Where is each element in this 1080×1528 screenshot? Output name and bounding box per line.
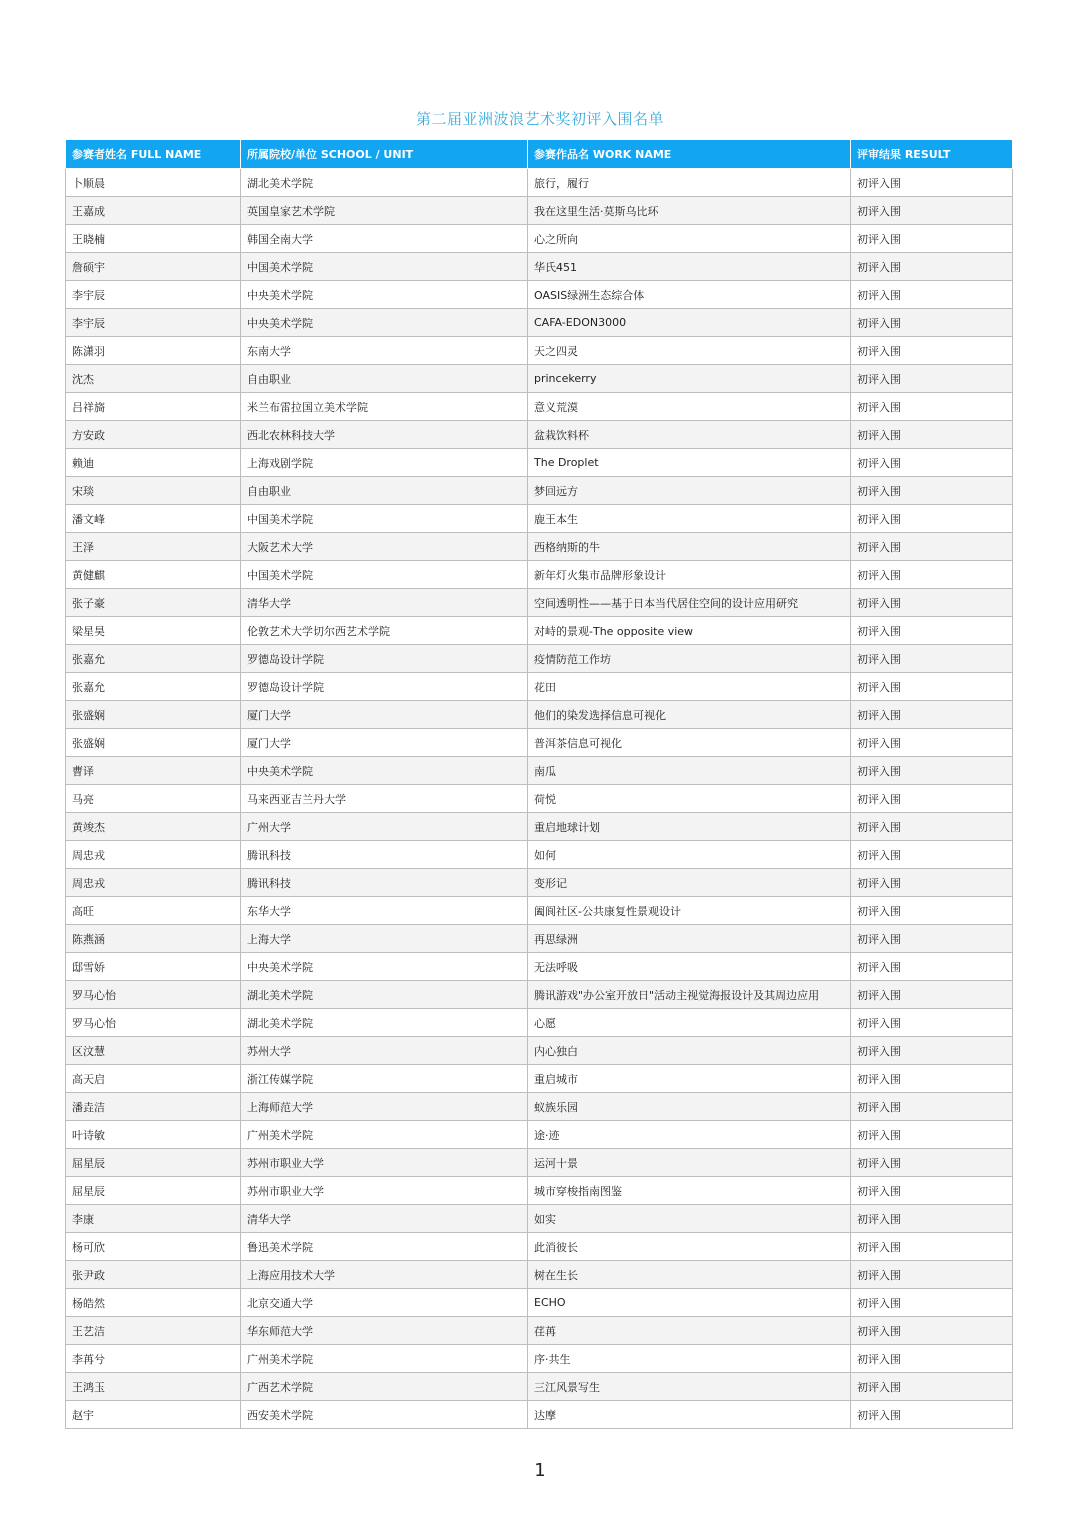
- table-row: [66, 953, 1013, 981]
- cell-full-name: 高天启: [66, 1065, 241, 1093]
- cell-result: 初评入围: [851, 309, 1013, 337]
- cell-result: 初评入围: [851, 729, 1013, 757]
- cell-full-name: 李苒兮: [66, 1345, 241, 1373]
- table-row: [66, 1261, 1013, 1289]
- table-row: [66, 813, 1013, 841]
- results-table-container: [65, 139, 1012, 1429]
- cell-full-name: 黄竣杰: [66, 813, 241, 841]
- table-row: [66, 1289, 1013, 1317]
- table-row: [66, 673, 1013, 701]
- column-header-full-name: 参赛者姓名 FULL NAME: [66, 140, 241, 169]
- cell-result: 初评入围: [851, 701, 1013, 729]
- cell-work-name: 旅行，履行: [528, 169, 851, 197]
- cell-school-unit: 湖北美术学院: [241, 1009, 528, 1037]
- table-row: [66, 421, 1013, 449]
- cell-school-unit: 厦门大学: [241, 729, 528, 757]
- cell-result: 初评入围: [851, 953, 1013, 981]
- cell-full-name: 罗马心怡: [66, 1009, 241, 1037]
- cell-result: 初评入围: [851, 253, 1013, 281]
- cell-result: 初评入围: [851, 1401, 1013, 1429]
- cell-work-name: 南瓜: [528, 757, 851, 785]
- cell-result: 初评入围: [851, 897, 1013, 925]
- cell-work-name: 内心独白: [528, 1037, 851, 1065]
- cell-work-name: 重启地球计划: [528, 813, 851, 841]
- cell-school-unit: 东华大学: [241, 897, 528, 925]
- cell-full-name: 邸雪娇: [66, 953, 241, 981]
- cell-result: 初评入围: [851, 589, 1013, 617]
- cell-work-name: 变形记: [528, 869, 851, 897]
- cell-result: 初评入围: [851, 1261, 1013, 1289]
- cell-full-name: 宋琰: [66, 477, 241, 505]
- cell-work-name: 心之所向: [528, 225, 851, 253]
- cell-result: 初评入围: [851, 533, 1013, 561]
- table-row: [66, 925, 1013, 953]
- page-number: 1: [534, 1460, 546, 1481]
- cell-full-name: 李宇辰: [66, 309, 241, 337]
- cell-school-unit: 马来西亚吉兰丹大学: [241, 785, 528, 813]
- table-row: [66, 841, 1013, 869]
- cell-work-name: 对峙的景观-The opposite view: [528, 617, 851, 645]
- cell-full-name: 黄健麒: [66, 561, 241, 589]
- column-header-school-unit: 所属院校/单位 SCHOOL / UNIT: [241, 140, 528, 169]
- cell-result: 初评入围: [851, 645, 1013, 673]
- cell-school-unit: 华东师范大学: [241, 1317, 528, 1345]
- cell-school-unit: 腾讯科技: [241, 841, 528, 869]
- cell-school-unit: 广州美术学院: [241, 1345, 528, 1373]
- table-row: [66, 505, 1013, 533]
- cell-result: 初评入围: [851, 1177, 1013, 1205]
- cell-result: 初评入围: [851, 281, 1013, 309]
- table-row: [66, 1009, 1013, 1037]
- cell-work-name: 此消彼长: [528, 1233, 851, 1261]
- cell-full-name: 李宇辰: [66, 281, 241, 309]
- cell-work-name: 城市穿梭指南图鉴: [528, 1177, 851, 1205]
- cell-work-name: 树在生长: [528, 1261, 851, 1289]
- cell-work-name: 序·共生: [528, 1345, 851, 1373]
- cell-full-name: 区汶慧: [66, 1037, 241, 1065]
- cell-result: 初评入围: [851, 617, 1013, 645]
- cell-work-name: 荷悦: [528, 785, 851, 813]
- cell-result: 初评入围: [851, 1093, 1013, 1121]
- cell-school-unit: 鲁迅美术学院: [241, 1233, 528, 1261]
- table-row: [66, 1121, 1013, 1149]
- cell-full-name: 张子豪: [66, 589, 241, 617]
- cell-result: 初评入围: [851, 337, 1013, 365]
- table-row: [66, 1345, 1013, 1373]
- cell-result: 初评入围: [851, 1065, 1013, 1093]
- cell-work-name: 再思绿洲: [528, 925, 851, 953]
- cell-school-unit: 罗德岛设计学院: [241, 645, 528, 673]
- cell-school-unit: 上海大学: [241, 925, 528, 953]
- table-row: [66, 449, 1013, 477]
- table-row: [66, 785, 1013, 813]
- cell-school-unit: 西北农林科技大学: [241, 421, 528, 449]
- cell-full-name: 周忠戎: [66, 869, 241, 897]
- cell-full-name: 张盛娴: [66, 729, 241, 757]
- cell-full-name: 李康: [66, 1205, 241, 1233]
- cell-school-unit: 中央美术学院: [241, 757, 528, 785]
- table-row: [66, 169, 1013, 197]
- cell-work-name: 无法呼吸: [528, 953, 851, 981]
- cell-school-unit: 中央美术学院: [241, 309, 528, 337]
- cell-work-name: 新年灯火集市品牌形象设计: [528, 561, 851, 589]
- cell-school-unit: 上海师范大学: [241, 1093, 528, 1121]
- cell-result: 初评入围: [851, 1149, 1013, 1177]
- cell-school-unit: 清华大学: [241, 589, 528, 617]
- cell-work-name: 如何: [528, 841, 851, 869]
- cell-full-name: 王嘉成: [66, 197, 241, 225]
- cell-school-unit: 东南大学: [241, 337, 528, 365]
- cell-school-unit: 湖北美术学院: [241, 981, 528, 1009]
- cell-full-name: 周忠戎: [66, 841, 241, 869]
- cell-full-name: 王晓楠: [66, 225, 241, 253]
- results-table: [65, 139, 1013, 1429]
- cell-work-name: 阖阆社区-公共康复性景观设计: [528, 897, 851, 925]
- cell-school-unit: 广州大学: [241, 813, 528, 841]
- cell-school-unit: 苏州大学: [241, 1037, 528, 1065]
- cell-school-unit: 北京交通大学: [241, 1289, 528, 1317]
- cell-result: 初评入围: [851, 197, 1013, 225]
- cell-result: 初评入围: [851, 785, 1013, 813]
- cell-work-name: princekerry: [528, 365, 851, 393]
- table-row: [66, 1177, 1013, 1205]
- cell-school-unit: 大阪艺术大学: [241, 533, 528, 561]
- cell-full-name: 高旺: [66, 897, 241, 925]
- cell-school-unit: 罗德岛设计学院: [241, 673, 528, 701]
- table-row: [66, 337, 1013, 365]
- cell-result: 初评入围: [851, 1317, 1013, 1345]
- cell-full-name: 马亮: [66, 785, 241, 813]
- table-row: [66, 617, 1013, 645]
- cell-school-unit: 中国美术学院: [241, 253, 528, 281]
- table-row: [66, 1037, 1013, 1065]
- cell-full-name: 张嘉允: [66, 645, 241, 673]
- cell-work-name: ECHO: [528, 1289, 851, 1317]
- cell-work-name: CAFA-EDON3000: [528, 309, 851, 337]
- cell-school-unit: 湖北美术学院: [241, 169, 528, 197]
- table-row: [66, 869, 1013, 897]
- cell-full-name: 杨可欣: [66, 1233, 241, 1261]
- cell-full-name: 张尹政: [66, 1261, 241, 1289]
- cell-full-name: 陈燕涵: [66, 925, 241, 953]
- cell-full-name: 罗马心怡: [66, 981, 241, 1009]
- cell-work-name: 如实: [528, 1205, 851, 1233]
- table-row: [66, 281, 1013, 309]
- cell-school-unit: 韩国全南大学: [241, 225, 528, 253]
- table-row: [66, 981, 1013, 1009]
- cell-result: 初评入围: [851, 393, 1013, 421]
- cell-work-name: 鹿王本生: [528, 505, 851, 533]
- table-row: [66, 561, 1013, 589]
- cell-school-unit: 伦敦艺术大学切尔西艺术学院: [241, 617, 528, 645]
- cell-full-name: 梁星昊: [66, 617, 241, 645]
- cell-work-name: OASIS绿洲生态综合体: [528, 281, 851, 309]
- table-row: [66, 1149, 1013, 1177]
- cell-full-name: 曹译: [66, 757, 241, 785]
- cell-school-unit: 自由职业: [241, 365, 528, 393]
- cell-work-name: The Droplet: [528, 449, 851, 477]
- table-row: [66, 1401, 1013, 1429]
- table-row: [66, 225, 1013, 253]
- cell-result: 初评入围: [851, 757, 1013, 785]
- table-row: [66, 589, 1013, 617]
- cell-school-unit: 自由职业: [241, 477, 528, 505]
- cell-full-name: 潘文峰: [66, 505, 241, 533]
- cell-work-name: 荏苒: [528, 1317, 851, 1345]
- cell-work-name: 他们的染发选择信息可视化: [528, 701, 851, 729]
- cell-full-name: 陈潇羽: [66, 337, 241, 365]
- cell-result: 初评入围: [851, 225, 1013, 253]
- table-row: [66, 477, 1013, 505]
- cell-full-name: 沈杰: [66, 365, 241, 393]
- cell-work-name: 我在这里生活·莫斯乌比环: [528, 197, 851, 225]
- cell-school-unit: 广西艺术学院: [241, 1373, 528, 1401]
- cell-school-unit: 中国美术学院: [241, 561, 528, 589]
- cell-result: 初评入围: [851, 477, 1013, 505]
- column-header-result: 评审结果 RESULT: [851, 140, 1013, 169]
- cell-work-name: 梦回远方: [528, 477, 851, 505]
- cell-result: 初评入围: [851, 1345, 1013, 1373]
- cell-full-name: 卜顺晨: [66, 169, 241, 197]
- cell-work-name: 重启城市: [528, 1065, 851, 1093]
- cell-work-name: 疫情防范工作坊: [528, 645, 851, 673]
- cell-full-name: 吕祥旖: [66, 393, 241, 421]
- cell-result: 初评入围: [851, 1289, 1013, 1317]
- table-row: [66, 253, 1013, 281]
- table-row: [66, 729, 1013, 757]
- cell-result: 初评入围: [851, 1009, 1013, 1037]
- cell-work-name: 普洱茶信息可视化: [528, 729, 851, 757]
- table-row: [66, 365, 1013, 393]
- cell-result: 初评入围: [851, 1233, 1013, 1261]
- cell-work-name: 蚁族乐园: [528, 1093, 851, 1121]
- table-row: [66, 645, 1013, 673]
- cell-full-name: 王鸿玉: [66, 1373, 241, 1401]
- table-row: [66, 1233, 1013, 1261]
- cell-full-name: 方安政: [66, 421, 241, 449]
- header-row: [66, 140, 1013, 169]
- cell-full-name: 赵宇: [66, 1401, 241, 1429]
- cell-result: 初评入围: [851, 1373, 1013, 1401]
- cell-work-name: 运河十景: [528, 1149, 851, 1177]
- cell-work-name: 心愿: [528, 1009, 851, 1037]
- table-row: [66, 1373, 1013, 1401]
- cell-work-name: 途·迹: [528, 1121, 851, 1149]
- cell-work-name: 三江风景写生: [528, 1373, 851, 1401]
- cell-result: 初评入围: [851, 449, 1013, 477]
- cell-school-unit: 上海应用技术大学: [241, 1261, 528, 1289]
- cell-school-unit: 中央美术学院: [241, 281, 528, 309]
- cell-school-unit: 米兰布雷拉国立美术学院: [241, 393, 528, 421]
- table-row: [66, 757, 1013, 785]
- cell-result: 初评入围: [851, 925, 1013, 953]
- cell-result: 初评入围: [851, 421, 1013, 449]
- cell-result: 初评入围: [851, 1205, 1013, 1233]
- cell-school-unit: 浙江传媒学院: [241, 1065, 528, 1093]
- cell-full-name: 叶诗敏: [66, 1121, 241, 1149]
- table-body: [66, 169, 1013, 1429]
- cell-school-unit: 厦门大学: [241, 701, 528, 729]
- cell-result: 初评入围: [851, 561, 1013, 589]
- cell-full-name: 张盛娴: [66, 701, 241, 729]
- cell-result: 初评入围: [851, 505, 1013, 533]
- cell-school-unit: 西安美术学院: [241, 1401, 528, 1429]
- cell-school-unit: 广州美术学院: [241, 1121, 528, 1149]
- cell-school-unit: 腾讯科技: [241, 869, 528, 897]
- cell-school-unit: 清华大学: [241, 1205, 528, 1233]
- cell-full-name: 王泽: [66, 533, 241, 561]
- table-row: [66, 197, 1013, 225]
- cell-full-name: 詹硕宇: [66, 253, 241, 281]
- cell-work-name: 天之四灵: [528, 337, 851, 365]
- cell-result: 初评入围: [851, 365, 1013, 393]
- cell-full-name: 潘垚洁: [66, 1093, 241, 1121]
- cell-work-name: 腾讯游戏"办公室开放日"活动主视觉海报设计及其周边应用: [528, 981, 851, 1009]
- cell-school-unit: 中央美术学院: [241, 953, 528, 981]
- column-header-work-name: 参赛作品名 WORK NAME: [528, 140, 851, 169]
- cell-school-unit: 中国美术学院: [241, 505, 528, 533]
- cell-school-unit: 上海戏剧学院: [241, 449, 528, 477]
- cell-full-name: 赖迪: [66, 449, 241, 477]
- cell-work-name: 意义荒漠: [528, 393, 851, 421]
- table-row: [66, 1065, 1013, 1093]
- table-row: [66, 1093, 1013, 1121]
- cell-result: 初评入围: [851, 981, 1013, 1009]
- table-row: [66, 701, 1013, 729]
- cell-result: 初评入围: [851, 673, 1013, 701]
- cell-full-name: 张嘉允: [66, 673, 241, 701]
- cell-result: 初评入围: [851, 1037, 1013, 1065]
- table-row: [66, 533, 1013, 561]
- cell-result: 初评入围: [851, 1121, 1013, 1149]
- cell-result: 初评入围: [851, 841, 1013, 869]
- cell-full-name: 屈星辰: [66, 1177, 241, 1205]
- cell-result: 初评入围: [851, 869, 1013, 897]
- cell-work-name: 西格纳斯的牛: [528, 533, 851, 561]
- cell-work-name: 空间透明性——基于日本当代居住空间的设计应用研究: [528, 589, 851, 617]
- cell-full-name: 杨皓然: [66, 1289, 241, 1317]
- cell-full-name: 屈星辰: [66, 1149, 241, 1177]
- table-row: [66, 1317, 1013, 1345]
- cell-school-unit: 苏州市职业大学: [241, 1149, 528, 1177]
- table-header: [66, 140, 1013, 169]
- document-title: 第二届亚洲波浪艺术奖初评入围名单: [415, 110, 664, 128]
- table-row: [66, 393, 1013, 421]
- cell-full-name: 王艺洁: [66, 1317, 241, 1345]
- cell-work-name: 华氏451: [528, 253, 851, 281]
- cell-school-unit: 苏州市职业大学: [241, 1177, 528, 1205]
- cell-work-name: 达摩: [528, 1401, 851, 1429]
- table-row: [66, 1205, 1013, 1233]
- table-row: [66, 897, 1013, 925]
- cell-school-unit: 英国皇家艺术学院: [241, 197, 528, 225]
- cell-work-name: 盆栽饮料杯: [528, 421, 851, 449]
- table-row: [66, 309, 1013, 337]
- cell-result: 初评入围: [851, 813, 1013, 841]
- cell-work-name: 花田: [528, 673, 851, 701]
- cell-result: 初评入围: [851, 169, 1013, 197]
